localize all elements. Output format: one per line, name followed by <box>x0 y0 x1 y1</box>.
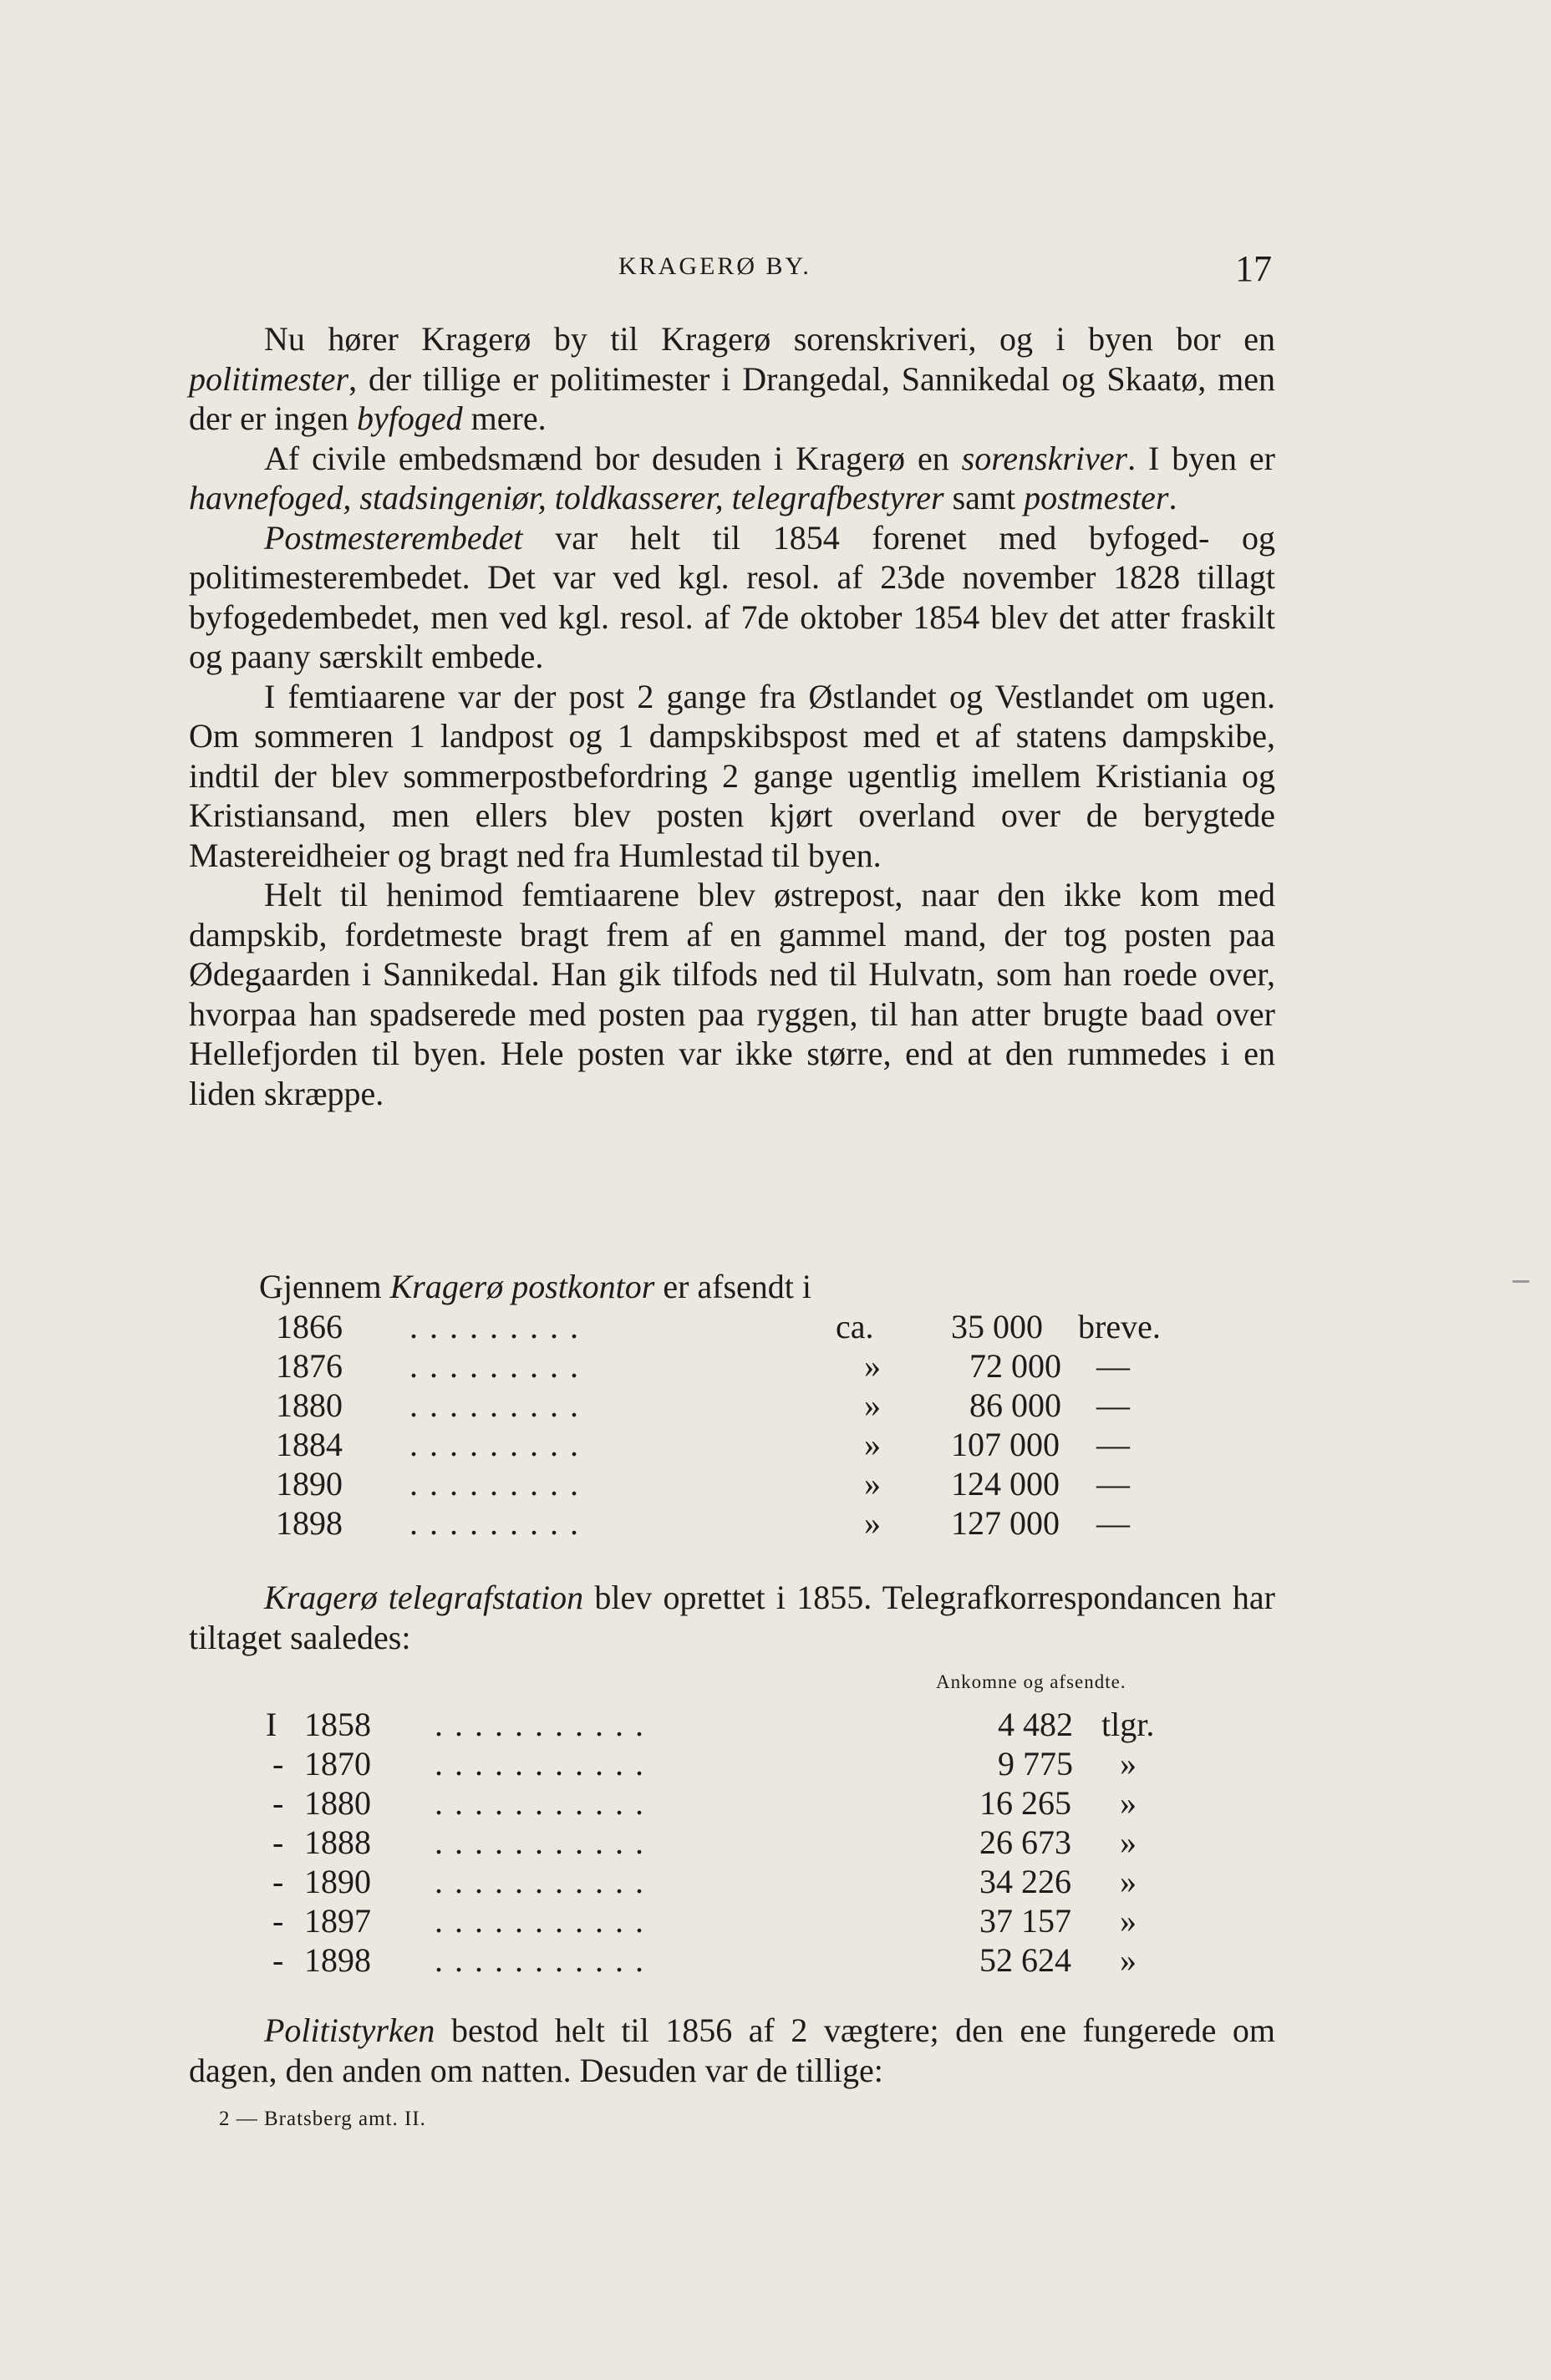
table-row: 1884 ......... » 107 000 — <box>276 1426 1130 1463</box>
italic-term: sorenskriver <box>961 439 1128 477</box>
page-header <box>0 247 1551 298</box>
body-text <box>189 319 1275 1113</box>
table-row: 1866 ......... ca. 35 000 breve. <box>276 1308 1161 1345</box>
signature-mark: 2 — Bratsberg amt. II. <box>219 2108 426 2130</box>
paragraph-politimester: Nu hører Kragerø by til Kragerø sorenskriveri, og i byen bor en politimester, der tillige er politimester i Drangedal, Sannikedal og Skaatø, men der er ingen byfoged mere. <box>189 320 1275 437</box>
table-row: - 1888 ........... 26 673 » <box>272 1823 1137 1861</box>
italic-term: Politistyrken <box>264 2011 435 2049</box>
paragraph-postmesterembedet: Postmesterembedet var helt til 1854 forenet med byfoged- og politimesterembedet. Det var ved kgl. resol. af 23de november 1828 tillagt byfogedembedet, men ved kgl. resol. af 7de oktober 1854 blev det atter fraskilt og paany særskilt embede. <box>189 518 1276 675</box>
table-row: 1880 ......... » 86 000 — <box>276 1386 1130 1424</box>
running-title: KRAGERØ BY. <box>618 252 811 280</box>
paragraph-oestrepost: Helt til henimod femtiaarene blev østrepost, naar den ikke kom med dampskib, fordetmeste bragt frem af en gammel mand, der tog posten paa Ødegaarden i Sannikedal. Han gik tilfods ned til Hulvatn, som han roede over, hvorpaa han spadserede med posten paa ryggen, til han atter brugte baad over Hellefjorden til byen. Hele posten var ikke større, end at den rummedes i en liden skræppe. <box>189 876 1275 1112</box>
table-row: - 1898 ........... 52 624 » <box>272 1941 1137 1979</box>
italic-term: byfoged <box>357 399 463 437</box>
post-table-intro: Gjennem Kragerø postkontor er afsendt i <box>259 1268 812 1305</box>
table-row: - 1897 ........... 37 157 » <box>272 1902 1137 1940</box>
table-row: - 1870 ........... 9 775 » <box>272 1745 1137 1782</box>
page-number: 17 <box>1235 248 1272 289</box>
italic-term: politimester <box>189 359 349 398</box>
italic-term: havnefoged, stadsingeniør, toldkasserer, telegrafbestyrer <box>189 479 944 516</box>
margin-mark <box>1513 1280 1529 1283</box>
italic-term: Postmesterembedet <box>264 518 523 557</box>
paragraph-politistyrken: Politistyrken bestod helt til 1856 af 2 vægtere; den ene fungerede om dagen, den anden om natten. Desuden var de tillige: <box>189 2011 1276 2089</box>
table-row: 1890 ......... » 124 000 — <box>276 1465 1130 1503</box>
table-row: - 1890 ........... 34 226 » <box>272 1863 1137 1900</box>
table-row: I 1858 ........... 4 482 tlgr. <box>266 1706 1155 1743</box>
italic-term: postmester <box>1024 479 1169 516</box>
column-header: Ankomne og afsendte. <box>936 1671 1126 1692</box>
paragraph-femtiaarene: I femtiaarene var der post 2 gange fra Østlandet og Vestlandet om ugen. Om sommeren 1 landpost og 1 dampskibspost med et af statens dampskibe, indtil der blev sommerpostbefordring 2 gange ugentlig imellem Kristiania og Kristiansand, men ellers blev posten kjørt overland over de berygtede Mastereidheier og bragt ned fra Humlestad til byen. <box>189 677 1275 874</box>
table-row: 1898 ......... » 127 000 — <box>276 1504 1130 1542</box>
paragraph-embedsmaend: Af civile embedsmænd bor desuden i Kragerø en sorenskriver. I byen er havnefoged, stadsingeniør, toldkasserer, telegrafbestyrer samt postmester. <box>189 439 1276 516</box>
table-row: - 1880 ........... 16 265 » <box>272 1784 1137 1822</box>
table-row: 1876 ......... » 72 000 — <box>276 1347 1130 1385</box>
italic-term: Kragerø telegrafstation <box>264 1579 584 1616</box>
telegraph-intro: Kragerø telegrafstation blev oprettet i 1855. Telegrafkorrespondancen har tiltaget saaledes: <box>189 1579 1275 1656</box>
